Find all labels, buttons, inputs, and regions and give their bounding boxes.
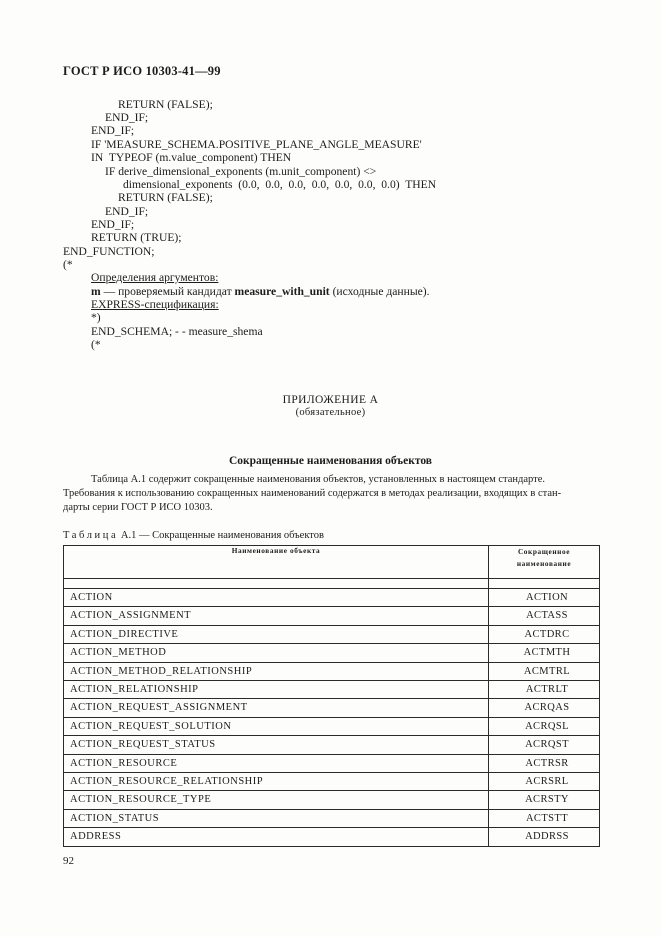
abbreviation-cell: ACRSRL — [489, 773, 600, 791]
table-row — [64, 644, 600, 662]
object-name-cell: ACTION_STATUS — [64, 809, 489, 827]
code-line: END_IF; — [91, 218, 135, 231]
abbreviation-cell: ACTION — [489, 589, 600, 607]
abbreviation-cell: ACMTRL — [489, 662, 600, 680]
column-header-abbr — [489, 546, 600, 579]
object-name-cell: ACTION_RESOURCE_TYPE — [64, 791, 489, 809]
object-name-cell: ACTION_METHOD_RELATIONSHIP — [64, 662, 489, 680]
caption-prefix: Таблица — [63, 530, 119, 541]
abbreviation-cell: ACTMTH — [489, 644, 600, 662]
code-line: IF derive_dimensional_exponents (m.unit_component) <> — [105, 165, 377, 178]
arguments-heading: Определения аргументов: — [91, 271, 219, 284]
table-row — [64, 681, 600, 699]
close-comment: *) — [91, 311, 101, 324]
abbreviation-cell: ADDRSS — [489, 828, 600, 846]
object-name-cell: ACTION_REQUEST_STATUS — [64, 736, 489, 754]
document-header: ГОСТ Р ИСО 10303-41—99 — [63, 64, 221, 78]
table-row — [64, 699, 600, 717]
table-row — [64, 662, 600, 680]
code-line: END_IF; — [105, 111, 149, 124]
abbreviation-cell: ACTASS — [489, 607, 600, 625]
page-number: 92 — [63, 855, 74, 867]
table-row — [64, 773, 600, 791]
table-row — [64, 754, 600, 772]
param-desc-tail: (исходные данные). — [329, 285, 430, 298]
code-line: IN TYPEOF (m.value_component) THEN — [91, 151, 292, 164]
object-name-cell: ACTION_DIRECTIVE — [64, 625, 489, 643]
table-row — [64, 589, 600, 607]
column-header-name: Наименование объекта — [64, 546, 489, 579]
object-name-cell: ACTION_REQUEST_ASSIGNMENT — [64, 699, 489, 717]
appendix-subtitle: (обязательное) — [295, 407, 366, 418]
paragraph-line: Таблица А.1 содержит сокращенные наименования объектов, установленных в настоящем стандарте. — [91, 474, 546, 485]
abbreviation-cell: ACTRLT — [489, 681, 600, 699]
column-header-abbr-line1: Сокращенное — [517, 547, 571, 556]
code-line: dimensional_exponents (0.0, 0.0, 0.0, 0.0, 0.0, 0.0, 0.0) THEN — [123, 178, 437, 191]
table-row — [64, 828, 600, 846]
code-line: (* — [63, 258, 73, 271]
object-name-cell: ACTION_RELATIONSHIP — [64, 681, 489, 699]
object-name-cell: ACTION_REQUEST_SOLUTION — [64, 717, 489, 735]
abbreviation-cell: ACRQAS — [489, 699, 600, 717]
object-name-cell: ACTION_RESOURCE_RELATIONSHIP — [64, 773, 489, 791]
code-line: RETURN (FALSE); — [118, 98, 213, 111]
end-schema-line: END_SCHEMA; - - measure_shema — [91, 325, 263, 338]
paragraph-line: Требования к использованию сокращенных наименований содержатся в методах реализации, входящих в стан- — [63, 488, 562, 499]
code-line: RETURN (FALSE); — [118, 191, 213, 204]
table-header-row — [64, 546, 600, 579]
table-caption — [63, 530, 324, 541]
abbreviations-table — [63, 545, 600, 847]
caption-text: А.1 — Сокращенные наименования объектов — [118, 530, 324, 541]
appendix-title: ПРИЛОЖЕНИЕ А — [282, 394, 379, 406]
abbreviation-cell: ACTDRC — [489, 625, 600, 643]
object-name-cell: ADDRESS — [64, 828, 489, 846]
abbreviation-cell: ACRQSL — [489, 717, 600, 735]
object-name-cell: ACTION_RESOURCE — [64, 754, 489, 772]
code-line: END_IF; — [91, 124, 135, 137]
table-row — [64, 791, 600, 809]
open-comment: (* — [91, 338, 101, 351]
table-row — [64, 717, 600, 735]
abbreviation-cell: ACTRSR — [489, 754, 600, 772]
section-title: Сокращенные наименования объектов — [228, 455, 432, 467]
object-name-cell: ACTION_ASSIGNMENT — [64, 607, 489, 625]
object-name-cell: ACTION_METHOD — [64, 644, 489, 662]
param-desc: — проверяемый кандидат — [100, 285, 235, 298]
code-line: END_IF; — [105, 205, 149, 218]
argument-definition — [91, 285, 430, 298]
object-name-cell: ACTION — [64, 589, 489, 607]
table-row — [64, 736, 600, 754]
table-spacer-row — [64, 579, 600, 589]
abbreviation-cell: ACRSTY — [489, 791, 600, 809]
express-heading: EXPRESS-спецификация: — [91, 298, 219, 311]
code-line: RETURN (TRUE); — [91, 231, 182, 244]
column-header-abbr-line2: наименование — [516, 559, 572, 568]
param-type: measure_with_unit — [234, 285, 330, 298]
paragraph-line: дарты серии ГОСТ Р ИСО 10303. — [63, 502, 213, 513]
abbreviation-cell: ACTSTT — [489, 809, 600, 827]
table-row — [64, 625, 600, 643]
abbreviation-cell: ACRQST — [489, 736, 600, 754]
param-name: m — [91, 285, 101, 298]
table-row — [64, 809, 600, 827]
code-line: IF 'MEASURE_SCHEMA.POSITIVE_PLANE_ANGLE_MEASURE' — [91, 138, 422, 151]
table-row — [64, 607, 600, 625]
code-line: END_FUNCTION; — [63, 245, 155, 258]
